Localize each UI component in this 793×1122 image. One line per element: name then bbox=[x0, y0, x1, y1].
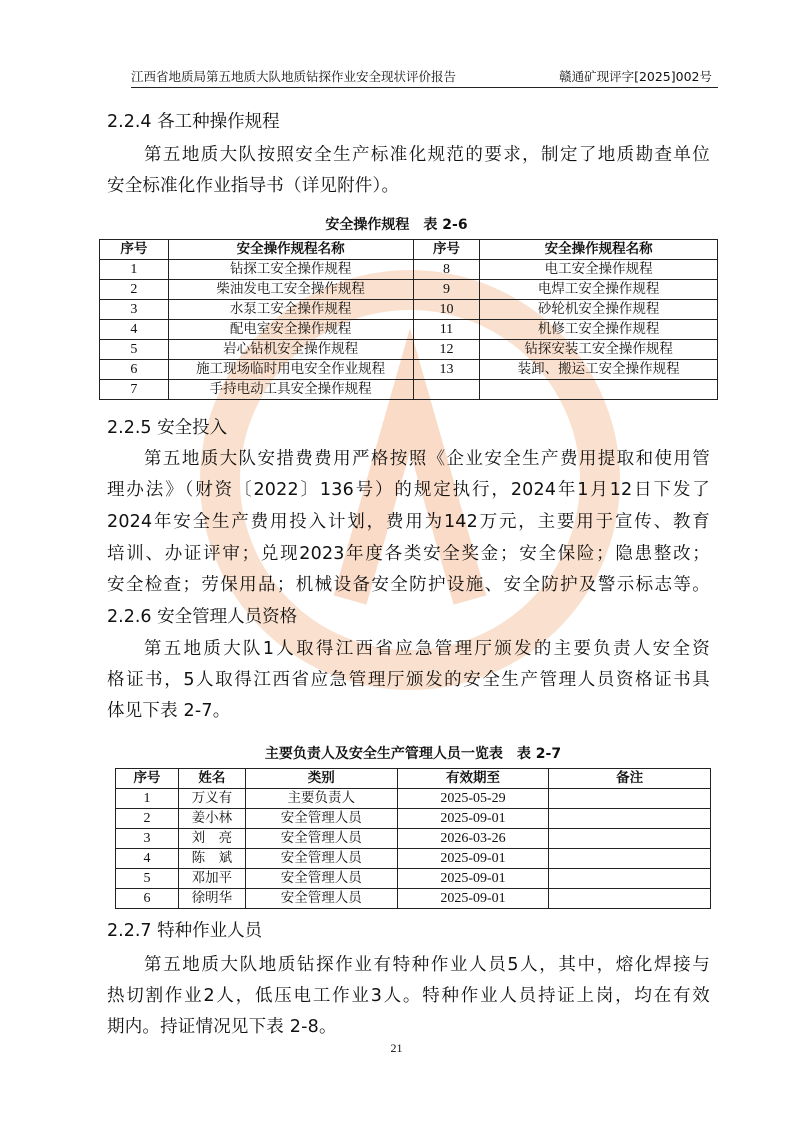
table-row bbox=[100, 320, 718, 340]
col-header: 备注 bbox=[549, 769, 711, 789]
table-cell: 2025-09-01 bbox=[397, 889, 549, 909]
table-cell: 钻探安装工安全操作规程 bbox=[480, 340, 718, 360]
table-row bbox=[100, 340, 718, 360]
table-cell: 刘 亮 bbox=[178, 829, 245, 849]
table-cell bbox=[549, 889, 711, 909]
table-row bbox=[116, 889, 711, 909]
table-cell: 机修工安全操作规程 bbox=[480, 320, 718, 340]
paragraph-line: 理办法》（财资〔2022〕136号）的规定执行，2024年1月12日下发了 bbox=[107, 480, 710, 500]
table-cell bbox=[549, 869, 711, 889]
table-cell: 3 bbox=[100, 300, 169, 320]
paragraph-line: 格证书，5人取得江西省应急管理厅颁发的安全生产管理人员资格证书具 bbox=[107, 670, 710, 690]
table-row bbox=[100, 380, 718, 400]
paragraph-line: 热切割作业2人，低压电工作业3人。特种作业人员持证上岗，均在有效 bbox=[107, 986, 710, 1006]
table-cell: 邓加平 bbox=[178, 869, 245, 889]
paragraph-line: 第五地质大队按照安全生产标准化规范的要求，制定了地质勘查单位 bbox=[144, 145, 710, 165]
header-doc-number: 赣通矿现评字[2025]002号 bbox=[559, 69, 712, 84]
table-cell bbox=[549, 829, 711, 849]
page-number: 21 bbox=[390, 1041, 403, 1055]
col-header: 安全操作规程名称 bbox=[168, 240, 413, 260]
col-header: 有效期至 bbox=[397, 769, 549, 789]
col-header: 序号 bbox=[413, 240, 480, 260]
table-2-7 bbox=[115, 768, 711, 909]
table-cell: 10 bbox=[413, 300, 480, 320]
table-cell: 7 bbox=[100, 380, 169, 400]
table-cell: 电工安全操作规程 bbox=[480, 260, 718, 280]
section-2-2-4-heading: 2.2.4 各工种操作规程 bbox=[107, 112, 280, 132]
table-header-row bbox=[116, 769, 711, 789]
paragraph-line: 期内。持证情况见下表 2-8。 bbox=[107, 1017, 337, 1037]
table-cell: 9 bbox=[413, 280, 480, 300]
table-row bbox=[116, 849, 711, 869]
paragraph-line: 安全检查；劳保用品；机械设备安全防护设施、安全防护及警示标志等。 bbox=[107, 575, 710, 595]
table-row bbox=[116, 829, 711, 849]
table-cell: 安全管理人员 bbox=[245, 869, 397, 889]
table-cell: 岩心钻机安全操作规程 bbox=[168, 340, 413, 360]
table-row bbox=[116, 789, 711, 809]
table-cell: 手持电动工具安全操作规程 bbox=[168, 380, 413, 400]
table-cell: 1 bbox=[100, 260, 169, 280]
table-cell: 安全管理人员 bbox=[245, 889, 397, 909]
section-2-2-6-heading: 2.2.6 安全管理人员资格 bbox=[107, 607, 298, 627]
table-cell: 12 bbox=[413, 340, 480, 360]
table-row bbox=[100, 260, 718, 280]
table-cell: 3 bbox=[116, 829, 179, 849]
table-cell bbox=[549, 789, 711, 809]
paragraph-line: 体见下表 2-7。 bbox=[107, 701, 231, 721]
table-cell: 姜小林 bbox=[178, 809, 245, 829]
table-cell: 主要负责人 bbox=[245, 789, 397, 809]
table-cell: 钻探工安全操作规程 bbox=[168, 260, 413, 280]
table-cell: 水泵工安全操作规程 bbox=[168, 300, 413, 320]
paragraph-line: 第五地质大队安措费费用严格按照《企业安全生产费用提取和使用管 bbox=[144, 449, 710, 469]
table-cell: 配电室安全操作规程 bbox=[168, 320, 413, 340]
table-cell: 电焊工安全操作规程 bbox=[480, 280, 718, 300]
table-2-6-caption: 安全操作规程 表 2-6 bbox=[325, 217, 468, 233]
table-cell: 安全管理人员 bbox=[245, 829, 397, 849]
table-cell: 2025-09-01 bbox=[397, 849, 549, 869]
table-cell bbox=[413, 380, 480, 400]
table-cell: 5 bbox=[100, 340, 169, 360]
table-cell: 陈 斌 bbox=[178, 849, 245, 869]
paragraph-line: 培训、办证评审；兑现2023年度各类安全奖金；安全保险；隐患整改； bbox=[107, 544, 710, 564]
section-2-2-7-heading: 2.2.7 特种作业人员 bbox=[107, 921, 263, 941]
table-cell: 装卸、搬运工安全操作规程 bbox=[480, 360, 718, 380]
section-2-2-5-heading: 2.2.5 安全投入 bbox=[107, 418, 228, 438]
table-header-row bbox=[100, 240, 718, 260]
table-cell: 2025-05-29 bbox=[397, 789, 549, 809]
table-cell: 砂轮机安全操作规程 bbox=[480, 300, 718, 320]
table-cell: 13 bbox=[413, 360, 480, 380]
table-cell: 4 bbox=[116, 849, 179, 869]
page-header bbox=[131, 67, 718, 88]
table-row bbox=[100, 300, 718, 320]
table-cell: 5 bbox=[116, 869, 179, 889]
table-cell: 柴油发电工安全操作规程 bbox=[168, 280, 413, 300]
paragraph-line: 第五地质大队地质钻探作业有特种作业人员5人，其中，熔化焊接与 bbox=[144, 955, 710, 975]
paragraph-line: 第五地质大队1人取得江西省应急管理厅颁发的主要负责人安全资 bbox=[144, 639, 710, 659]
paragraph-line: 安全标准化作业指导书（详见附件）。 bbox=[107, 176, 400, 196]
table-cell: 2 bbox=[100, 280, 169, 300]
col-header: 姓名 bbox=[178, 769, 245, 789]
table-row bbox=[116, 809, 711, 829]
col-header: 安全操作规程名称 bbox=[480, 240, 718, 260]
table-cell: 2025-09-01 bbox=[397, 869, 549, 889]
table-row bbox=[100, 360, 718, 380]
table-cell: 1 bbox=[116, 789, 179, 809]
table-cell: 徐明华 bbox=[178, 889, 245, 909]
table-cell: 6 bbox=[100, 360, 169, 380]
table-cell bbox=[549, 849, 711, 869]
col-header: 序号 bbox=[116, 769, 179, 789]
table-cell: 2 bbox=[116, 809, 179, 829]
table-cell: 4 bbox=[100, 320, 169, 340]
table-cell: 2025-09-01 bbox=[397, 809, 549, 829]
table-2-6 bbox=[99, 239, 718, 400]
table-cell: 2026-03-26 bbox=[397, 829, 549, 849]
table-cell: 11 bbox=[413, 320, 480, 340]
table-cell: 6 bbox=[116, 889, 179, 909]
table-row bbox=[116, 869, 711, 889]
table-cell: 安全管理人员 bbox=[245, 809, 397, 829]
table-cell bbox=[480, 380, 718, 400]
paragraph-line: 2024年安全生产费用投入计划，费用为142万元，主要用于宣传、教育 bbox=[107, 512, 710, 532]
table-cell: 安全管理人员 bbox=[245, 849, 397, 869]
table-2-7-caption: 主要负责人及安全生产管理人员一览表 表 2-7 bbox=[264, 746, 562, 762]
header-title: 江西省地质局第五地质大队地质钻探作业安全现状评价报告 bbox=[131, 69, 457, 84]
table-cell: 万义有 bbox=[178, 789, 245, 809]
table-cell bbox=[549, 809, 711, 829]
table-cell: 8 bbox=[413, 260, 480, 280]
table-row bbox=[100, 280, 718, 300]
col-header: 类别 bbox=[245, 769, 397, 789]
table-cell: 施工现场临时用电安全作业规程 bbox=[168, 360, 413, 380]
col-header: 序号 bbox=[100, 240, 169, 260]
